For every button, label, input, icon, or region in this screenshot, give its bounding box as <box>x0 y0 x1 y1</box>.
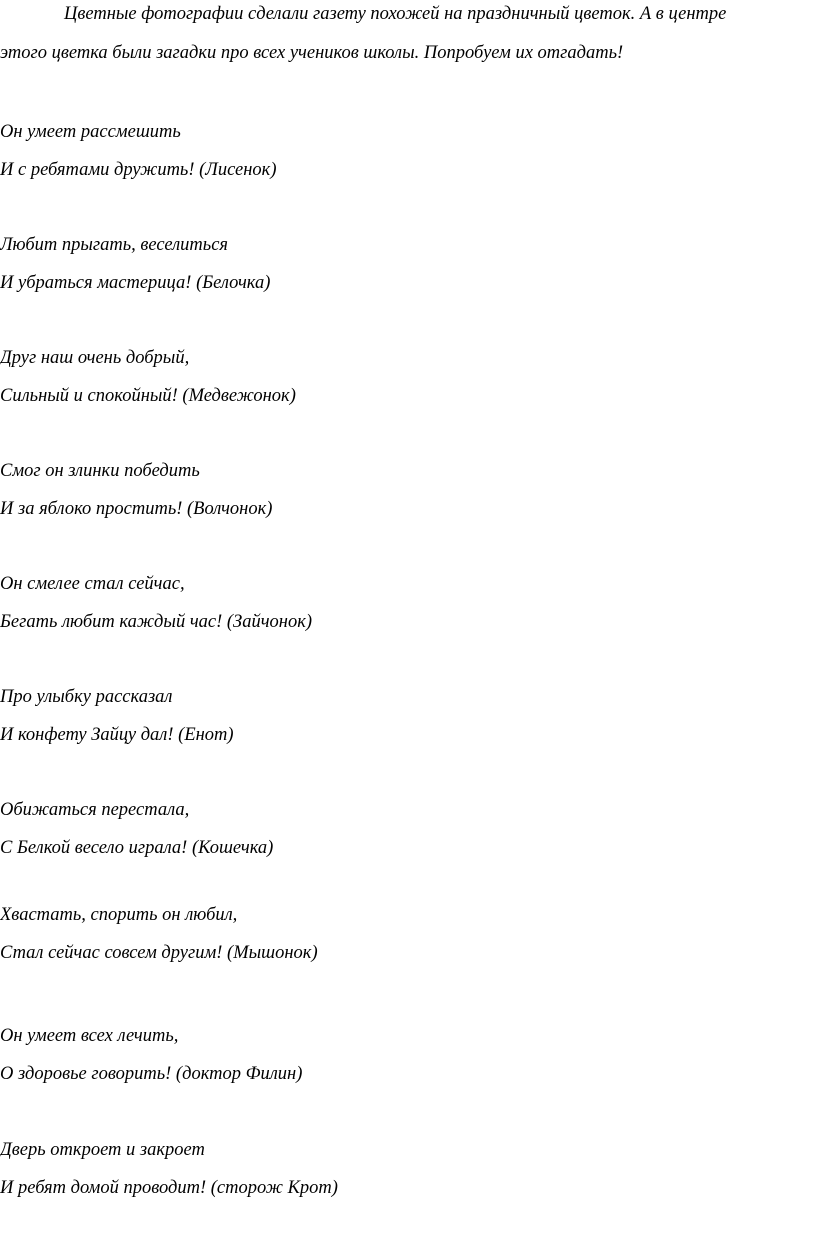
riddle-answer-line: Бегать любит каждый час! (Зайчонок) <box>0 612 313 632</box>
riddle-line: Он умеет рассмешить <box>0 122 181 142</box>
riddle-answer-line: И ребят домой проводит! (сторож Крот) <box>0 1178 338 1198</box>
riddle-answer-line: Сильный и спокойный! (Медвежонок) <box>0 386 296 406</box>
intro-line-2: этого цветка были загадки про всех учеников школы. Попробуем их отгадать! <box>0 43 624 63</box>
riddle-line: Он смелее стал сейчас, <box>0 574 185 594</box>
riddle-answer-line: И за яблоко простить! (Волчонок) <box>0 499 273 519</box>
riddle-line: Дверь откроет и закроет <box>0 1140 205 1160</box>
riddle-line: Смог он злинки победить <box>0 461 200 481</box>
riddle-answer-line: Стал сейчас совсем другим! (Мышонок) <box>0 943 318 963</box>
riddle-line: Он умеет всех лечить, <box>0 1026 179 1046</box>
riddle-line: Любит прыгать, веселиться <box>0 235 229 255</box>
riddle-line: Друг наш очень добрый, <box>0 348 190 368</box>
riddle-line: Обижаться перестала, <box>0 800 190 820</box>
riddle-answer-line: И конфету Зайцу дал! (Енот) <box>0 725 234 745</box>
riddle-answer-line: И убраться мастерица! (Белочка) <box>0 273 271 293</box>
riddle-line: Про улыбку рассказал <box>0 687 173 707</box>
intro-line-1: Цветные фотографии сделали газету похожей на праздничный цветок. А в центре <box>64 4 727 24</box>
riddle-answer-line: С Белкой весело играла! (Кошечка) <box>0 838 274 858</box>
riddle-answer-line: И с ребятами дружить! (Лисенок) <box>0 160 277 180</box>
riddle-answer-line: О здоровье говорить! (доктор Филин) <box>0 1064 303 1084</box>
riddle-line: Хвастать, спорить он любил, <box>0 905 238 925</box>
